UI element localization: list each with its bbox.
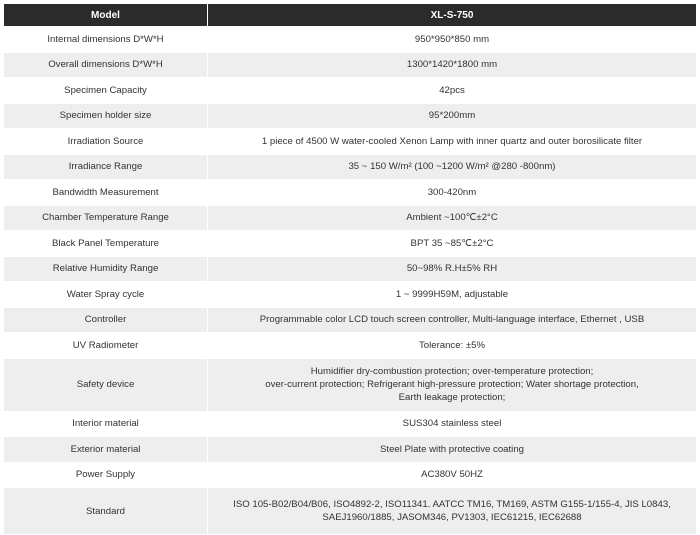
row-value: AC380V 50HZ (208, 462, 697, 488)
row-value: Programmable color LCD touch screen controller, Multi-language interface, Ethernet , USB (208, 307, 697, 333)
row-value: BPT 35 ~85℃±2°C (208, 231, 697, 257)
row-value: 50~98% R.H±5% RH (208, 256, 697, 282)
row-value-line: Humidifier dry-combustion protection; over-temperature protection; (310, 366, 594, 377)
row-value: SUS304 stainless steel (208, 411, 697, 437)
table-row (4, 488, 697, 535)
row-value: Ambient ~100℃±2°C (208, 205, 697, 231)
row-value: 1 piece of 4500 W water-cooled Xenon Lamp with inner quartz and outer borosilicate filter (208, 129, 697, 155)
table-row (4, 27, 697, 53)
row-value (208, 488, 697, 535)
row-value: 42pcs (208, 78, 697, 104)
table-row (4, 462, 697, 488)
row-label: Overall dimensions D*W*H (4, 52, 208, 78)
row-label: Power Supply (4, 462, 208, 488)
table-row (4, 358, 697, 411)
table-header-row (4, 4, 697, 27)
row-value: 1300*1420*1800 mm (208, 52, 697, 78)
row-value-line: SAEJ1960/1885, JASOM346, PV1303, IEC61215, IEC62688 (322, 512, 582, 523)
spec-table (3, 3, 697, 535)
table-row (4, 231, 697, 257)
row-label: Safety device (4, 358, 208, 411)
row-value (208, 358, 697, 411)
row-label: Irradiance Range (4, 154, 208, 180)
table-row (4, 205, 697, 231)
table-row (4, 78, 697, 104)
row-value: 35 ~ 150 W/m² (100 ~1200 W/m² @280 -800nm) (208, 154, 697, 180)
table-row (4, 52, 697, 78)
row-label: Exterior material (4, 437, 208, 463)
table-row (4, 307, 697, 333)
row-label: Specimen holder size (4, 103, 208, 129)
table-row (4, 256, 697, 282)
row-label: Black Panel Temperature (4, 231, 208, 257)
table-row (4, 333, 697, 359)
row-label: Chamber Temperature Range (4, 205, 208, 231)
row-value-line: over-current protection; Refrigerant high-pressure protection; Water shortage protection, (265, 379, 639, 390)
row-value: 950*950*850 mm (208, 27, 697, 53)
row-label: Standard (4, 488, 208, 535)
row-label: Specimen Capacity (4, 78, 208, 104)
row-value: Tolerance: ±5% (208, 333, 697, 359)
row-label: UV Radiometer (4, 333, 208, 359)
table-row (4, 129, 697, 155)
table-row (4, 411, 697, 437)
row-label: Irradiation Source (4, 129, 208, 155)
row-value-line: Earth leakage protection; (398, 392, 506, 403)
row-label: Interior material (4, 411, 208, 437)
header-model-value: XL-S-750 (208, 4, 697, 27)
row-label: Water Spray cycle (4, 282, 208, 308)
row-value-line: ISO 105-B02/B04/B06, ISO4892-2, ISO11341. AATCC TM16, TM169, ASTM G155-1/155-4, JIS L0843, (233, 499, 671, 510)
table-row (4, 154, 697, 180)
row-label: Internal dimensions D*W*H (4, 27, 208, 53)
row-value: 1 ~ 9999H59M, adjustable (208, 282, 697, 308)
row-label: Relative Humidity Range (4, 256, 208, 282)
table-row (4, 282, 697, 308)
row-label: Bandwidth Measurement (4, 180, 208, 206)
table-row (4, 437, 697, 463)
header-model-label: Model (4, 4, 208, 27)
row-value: Steel Plate with protective coating (208, 437, 697, 463)
row-value: 95*200mm (208, 103, 697, 129)
row-value: 300-420nm (208, 180, 697, 206)
row-label: Controller (4, 307, 208, 333)
table-row (4, 180, 697, 206)
table-row (4, 103, 697, 129)
